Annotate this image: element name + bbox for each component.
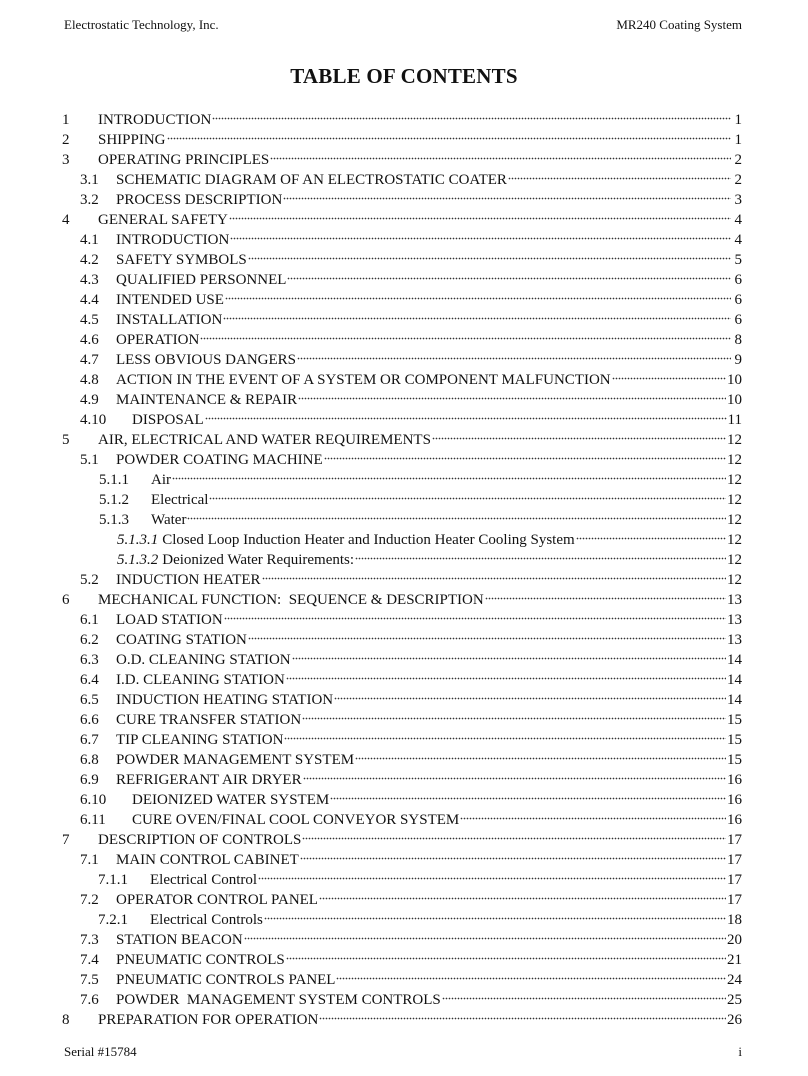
toc-entry-page: 6 (734, 312, 742, 328)
toc-entry-number: 4.10 (80, 412, 107, 428)
toc-entry-label: POWDER MANAGEMENT SYSTEM CONTROLS (116, 992, 441, 1008)
toc-entry-number: 6.4 (80, 672, 99, 688)
toc-entry-label: I.D. CLEANING STATION (116, 672, 285, 688)
toc-dot-leader (319, 1017, 726, 1020)
toc-entry-number: 5.1 (80, 452, 99, 468)
toc-dot-leader (224, 617, 726, 620)
toc-entry-page: 17 (727, 852, 742, 868)
toc-entry[interactable] (62, 450, 742, 470)
toc-entry-page: 12 (727, 492, 742, 508)
toc-entry-number: 6.3 (80, 652, 99, 668)
toc-dot-leader (230, 237, 731, 240)
toc-entry[interactable] (62, 210, 742, 230)
toc-entry-label: SHIPPING (98, 132, 166, 148)
toc-entry-label: MECHANICAL FUNCTION: SEQUENCE & DESCRIPTION (98, 592, 484, 608)
toc-entry-label: OPERATION (116, 332, 200, 348)
toc-entry-number: 4.2 (80, 252, 99, 268)
toc-entry[interactable] (62, 790, 742, 810)
toc-entry-label: OPERATING PRINCIPLES (98, 152, 270, 168)
toc-dot-leader (209, 497, 726, 500)
toc-entry-label: CURE TRANSFER STATION (116, 712, 302, 728)
toc-entry-number: 3.1 (80, 172, 99, 188)
toc-dot-leader (508, 177, 731, 180)
toc-dot-leader (300, 857, 726, 860)
toc-dot-leader (244, 937, 726, 940)
toc-entry[interactable] (62, 510, 742, 530)
toc-entry[interactable] (62, 390, 742, 410)
toc-entry-label: DISPOSAL (132, 412, 204, 428)
toc-entry-number: 5.1.3 (99, 512, 129, 528)
table-of-contents (62, 110, 742, 1030)
toc-entry[interactable] (62, 150, 742, 170)
toc-entry-label: OPERATOR CONTROL PANEL (116, 892, 318, 908)
toc-entry-label: Deionized Water Requirements: (162, 552, 355, 568)
toc-entry-number: 3.2 (80, 192, 99, 208)
toc-entry[interactable] (62, 770, 742, 790)
toc-entry-page: 9 (734, 352, 742, 368)
toc-dot-leader (355, 557, 726, 560)
toc-dot-leader (287, 277, 731, 280)
toc-dot-leader (432, 437, 726, 440)
toc-entry-label: Electrical Control (150, 872, 258, 888)
toc-dot-leader (286, 957, 726, 960)
footer-serial: Serial #15784 (64, 1044, 137, 1059)
toc-entry-number: 7.6 (80, 992, 99, 1008)
toc-entry-label: Closed Loop Induction Heater and Induction Heater Cooling System (162, 532, 575, 548)
toc-entry[interactable] (62, 230, 742, 250)
toc-entry-number: 5.2 (80, 572, 99, 588)
toc-entry[interactable] (62, 830, 742, 850)
toc-entry-page: 10 (727, 372, 742, 388)
toc-entry-page: 12 (727, 512, 742, 528)
toc-entry-label: TIP CLEANING STATION (116, 732, 284, 748)
toc-entry[interactable] (62, 610, 742, 630)
toc-entry-label: INDUCTION HEATER (116, 572, 261, 588)
toc-entry[interactable] (62, 1010, 742, 1030)
toc-entry-page: 8 (734, 332, 742, 348)
toc-entry-label: LOAD STATION (116, 612, 223, 628)
toc-entry-number: 7 (62, 832, 70, 848)
toc-entry-page: 2 (734, 172, 742, 188)
toc-entry-label: Air (151, 472, 171, 488)
toc-entry[interactable] (62, 990, 742, 1010)
toc-dot-leader (302, 837, 726, 840)
toc-dot-leader (225, 297, 731, 300)
toc-entry-label: STATION BEACON (116, 932, 243, 948)
toc-entry-number: 7.1 (80, 852, 99, 868)
toc-entry-number: 6.7 (80, 732, 99, 748)
header-company: Electrostatic Technology, Inc. (64, 17, 219, 32)
toc-entry-page: 21 (727, 952, 742, 968)
toc-entry-page: 12 (727, 432, 742, 448)
toc-entry-page: 14 (727, 652, 742, 668)
toc-entry[interactable] (62, 470, 742, 490)
toc-entry[interactable] (62, 810, 742, 830)
toc-entry-label: LESS OBVIOUS DANGERS (116, 352, 297, 368)
toc-entry-number: 5 (62, 432, 70, 448)
toc-entry-label: SAFETY SYMBOLS (116, 252, 247, 268)
toc-dot-leader (319, 897, 726, 900)
toc-entry-page: 17 (727, 892, 742, 908)
toc-dot-leader (264, 917, 726, 920)
toc-entry[interactable] (62, 110, 742, 130)
toc-entry-page: 4 (734, 212, 742, 228)
toc-entry[interactable] (62, 310, 742, 330)
header-document-title: MR240 Coating System (616, 17, 742, 32)
toc-entry[interactable] (62, 690, 742, 710)
toc-dot-leader (302, 717, 726, 720)
toc-entry[interactable] (62, 630, 742, 650)
toc-dot-leader (284, 737, 726, 740)
toc-dot-leader (212, 117, 731, 120)
toc-entry-number: 2 (62, 132, 70, 148)
toc-entry-number: 5.1.3.1 (117, 532, 159, 548)
toc-entry-page: 6 (734, 272, 742, 288)
toc-entry-page: 13 (727, 632, 742, 648)
toc-entry-page: 4 (734, 232, 742, 248)
toc-entry-label: O.D. CLEANING STATION (116, 652, 291, 668)
toc-entry-number: 6.10 (80, 792, 107, 808)
toc-entry-number: 7.4 (80, 952, 99, 968)
toc-entry-number: 6.11 (80, 812, 106, 828)
toc-entry-label: Electrical (151, 492, 209, 508)
toc-entry[interactable] (62, 550, 742, 570)
toc-entry-label: Electrical Controls (150, 912, 263, 928)
toc-dot-leader (223, 317, 731, 320)
toc-entry-number: 3 (62, 152, 70, 168)
toc-entry-number: 5.1.1 (99, 472, 129, 488)
toc-entry-label: DESCRIPTION OF CONTROLS (98, 832, 302, 848)
toc-entry[interactable] (62, 930, 742, 950)
toc-entry[interactable] (62, 190, 742, 210)
toc-entry-label: POWDER MANAGEMENT SYSTEM (116, 752, 355, 768)
toc-entry-page: 3 (734, 192, 742, 208)
toc-entry-page: 16 (727, 772, 742, 788)
toc-entry[interactable] (62, 650, 742, 670)
footer-page-number: i (738, 1044, 742, 1059)
toc-entry-page: 1 (734, 132, 742, 148)
toc-entry-label: MAIN CONTROL CABINET (116, 852, 299, 868)
toc-entry-number: 6.6 (80, 712, 99, 728)
toc-entry-page: 15 (727, 752, 742, 768)
toc-entry-number: 4.4 (80, 292, 99, 308)
toc-entry-page: 6 (734, 292, 742, 308)
toc-entry-page: 16 (727, 792, 742, 808)
toc-entry-number: 6.9 (80, 772, 99, 788)
toc-dot-leader (167, 137, 731, 140)
toc-dot-leader (298, 397, 726, 400)
toc-entry[interactable] (62, 850, 742, 870)
toc-dot-leader (297, 357, 731, 360)
toc-entry-number: 4.6 (80, 332, 99, 348)
toc-entry-number: 6.5 (80, 692, 99, 708)
toc-entry-page: 12 (727, 572, 742, 588)
toc-entry[interactable] (62, 490, 742, 510)
toc-dot-leader (292, 657, 726, 660)
toc-entry-number: 4.3 (80, 272, 99, 288)
toc-entry[interactable] (62, 950, 742, 970)
toc-entry-number: 6.2 (80, 632, 99, 648)
toc-entry-page: 20 (727, 932, 742, 948)
toc-dot-leader (187, 517, 726, 520)
toc-entry-number: 7.2 (80, 892, 99, 908)
toc-entry-page: 15 (727, 732, 742, 748)
toc-entry-number: 5.1.2 (99, 492, 129, 508)
toc-entry-label: CURE OVEN/FINAL COOL CONVEYOR SYSTEM (132, 812, 460, 828)
toc-dot-leader (258, 877, 726, 880)
toc-dot-leader (248, 637, 726, 640)
toc-entry-page: 18 (727, 912, 742, 928)
toc-dot-leader (262, 577, 726, 580)
toc-entry-page: 13 (727, 592, 742, 608)
toc-entry[interactable] (62, 350, 742, 370)
toc-entry-number: 6 (62, 592, 70, 608)
toc-entry-page: 14 (727, 692, 742, 708)
toc-entry-page: 12 (727, 552, 742, 568)
toc-entry-number: 7.2.1 (98, 912, 128, 928)
toc-entry[interactable] (62, 430, 742, 450)
toc-entry-page: 11 (727, 412, 742, 428)
toc-entry-page: 24 (727, 972, 742, 988)
toc-entry[interactable] (62, 870, 742, 890)
toc-dot-leader (460, 817, 726, 820)
page-title: TABLE OF CONTENTS (290, 64, 518, 88)
toc-entry[interactable] (62, 530, 742, 550)
toc-entry-label: AIR, ELECTRICAL AND WATER REQUIREMENTS (98, 432, 431, 448)
toc-entry[interactable] (62, 750, 742, 770)
toc-entry[interactable] (62, 910, 742, 930)
toc-entry-page: 26 (727, 1012, 742, 1028)
toc-entry-label: PNEUMATIC CONTROLS (116, 952, 285, 968)
toc-entry-label: PROCESS DESCRIPTION (116, 192, 283, 208)
toc-dot-leader (283, 197, 731, 200)
toc-entry-page: 2 (734, 152, 742, 168)
toc-entry-number: 4.5 (80, 312, 99, 328)
toc-entry[interactable] (62, 270, 742, 290)
toc-entry[interactable] (62, 890, 742, 910)
toc-entry-number: 6.8 (80, 752, 99, 768)
toc-entry-number: 1 (62, 112, 70, 128)
toc-entry[interactable] (62, 730, 742, 750)
toc-dot-leader (576, 537, 726, 540)
toc-entry-page: 5 (734, 252, 742, 268)
toc-entry-label: INTRODUCTION (98, 112, 212, 128)
toc-entry-number: 7.5 (80, 972, 99, 988)
toc-entry-label: Water (151, 512, 187, 528)
toc-entry-label: QUALIFIED PERSONNEL (116, 272, 287, 288)
toc-entry-number: 7.3 (80, 932, 99, 948)
toc-entry-label: MAINTENANCE & REPAIR (116, 392, 298, 408)
toc-dot-leader (205, 417, 727, 420)
toc-entry-page: 17 (727, 872, 742, 888)
toc-entry-page: 12 (727, 452, 742, 468)
toc-dot-leader (286, 677, 726, 680)
toc-entry-label: GENERAL SAFETY (98, 212, 228, 228)
toc-entry-number: 8 (62, 1012, 70, 1028)
toc-entry-label: POWDER COATING MACHINE (116, 452, 323, 468)
toc-entry-page: 16 (727, 812, 742, 828)
toc-entry[interactable] (62, 250, 742, 270)
toc-entry-number: 4 (62, 212, 70, 228)
toc-entry-page: 25 (727, 992, 742, 1008)
toc-entry[interactable] (62, 290, 742, 310)
toc-entry-page: 14 (727, 672, 742, 688)
toc-entry-number: 5.1.3.2 (117, 552, 159, 568)
toc-entry[interactable] (62, 590, 742, 610)
toc-dot-leader (442, 997, 726, 1000)
toc-entry-label: COATING STATION (116, 632, 247, 648)
toc-entry-label: INTRODUCTION (116, 232, 230, 248)
toc-dot-leader (324, 457, 726, 460)
toc-entry-number: 4.9 (80, 392, 99, 408)
toc-entry-label: PNEUMATIC CONTROLS PANEL (116, 972, 336, 988)
toc-entry[interactable] (62, 410, 742, 430)
toc-entry-number: 4.1 (80, 232, 99, 248)
toc-entry-page: 12 (727, 532, 742, 548)
toc-entry-label: PREPARATION FOR OPERATION (98, 1012, 319, 1028)
toc-entry-label: SCHEMATIC DIAGRAM OF AN ELECTROSTATIC COATER (116, 172, 507, 188)
toc-entry-page: 12 (727, 472, 742, 488)
toc-dot-leader (303, 777, 726, 780)
toc-entry-label: INSTALLATION (116, 312, 223, 328)
toc-entry[interactable] (62, 170, 742, 190)
toc-dot-leader (355, 757, 726, 760)
toc-entry-label: INTENDED USE (116, 292, 224, 308)
toc-entry-number: 4.8 (80, 372, 99, 388)
toc-entry-page: 17 (727, 832, 742, 848)
toc-dot-leader (229, 217, 731, 220)
toc-entry-label: DEIONIZED WATER SYSTEM (132, 792, 330, 808)
toc-dot-leader (248, 257, 731, 260)
toc-entry[interactable] (62, 130, 742, 150)
toc-dot-leader (485, 597, 726, 600)
toc-dot-leader (270, 157, 731, 160)
toc-dot-leader (334, 697, 726, 700)
toc-entry[interactable] (62, 330, 742, 350)
toc-dot-leader (612, 377, 726, 380)
toc-entry[interactable] (62, 570, 742, 590)
toc-entry[interactable] (62, 670, 742, 690)
toc-dot-leader (200, 337, 731, 340)
toc-entry-page: 10 (727, 392, 742, 408)
toc-entry[interactable] (62, 370, 742, 390)
toc-entry-label: ACTION IN THE EVENT OF A SYSTEM OR COMPONENT MALFUNCTION (116, 372, 611, 388)
toc-dot-leader (336, 977, 726, 980)
toc-entry-page: 15 (727, 712, 742, 728)
toc-entry-label: REFRIGERANT AIR DRYER (116, 772, 302, 788)
toc-entry[interactable] (62, 970, 742, 990)
toc-entry-page: 13 (727, 612, 742, 628)
toc-entry-number: 7.1.1 (98, 872, 128, 888)
toc-dot-leader (330, 797, 726, 800)
toc-entry-number: 4.7 (80, 352, 99, 368)
toc-entry-page: 1 (734, 112, 742, 128)
toc-entry-label: INDUCTION HEATING STATION (116, 692, 334, 708)
toc-dot-leader (172, 477, 726, 480)
toc-entry[interactable] (62, 710, 742, 730)
toc-entry-number: 6.1 (80, 612, 99, 628)
